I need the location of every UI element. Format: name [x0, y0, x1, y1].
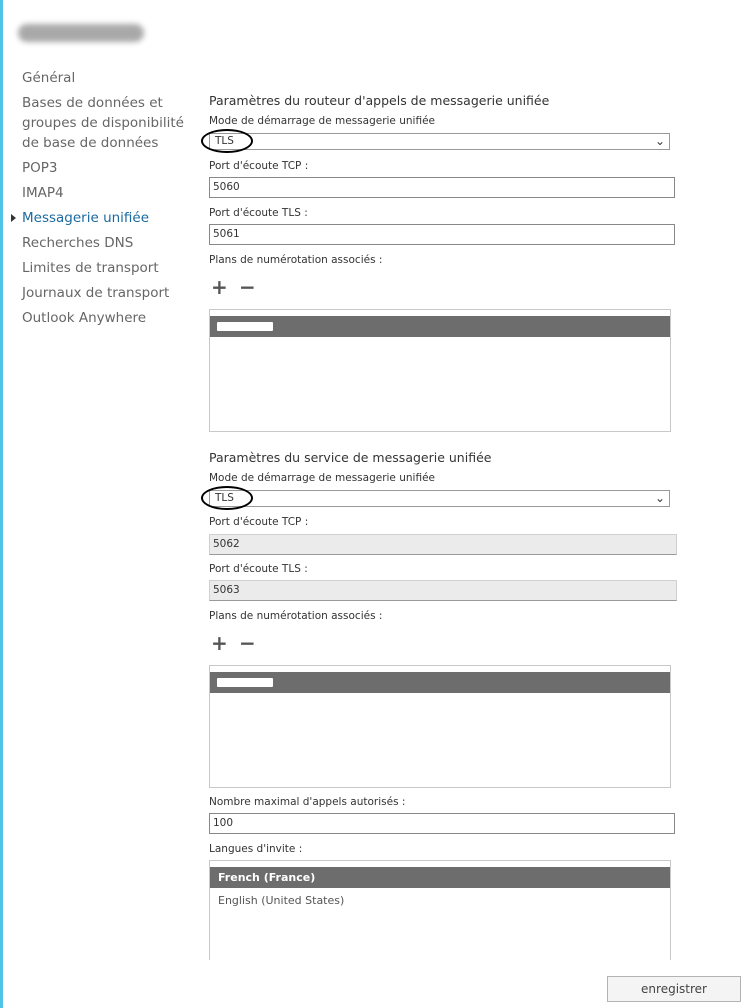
chevron-down-icon: ⌄ — [654, 491, 665, 505]
service-section-title: Paramètres du service de messagerie unifiée — [209, 450, 492, 465]
chevron-down-icon: ⌄ — [654, 134, 665, 148]
nav-item-label: Messagerie unifiée — [22, 210, 150, 226]
router-dial-plans-label: Plans de numérotation associés : — [209, 254, 383, 266]
list-item[interactable] — [210, 672, 670, 693]
router-tcp-port-label: Port d'écoute TCP : — [209, 160, 309, 172]
nav-item-general[interactable]: Général — [22, 70, 76, 86]
service-dial-plans-list[interactable] — [209, 665, 671, 788]
nav-item-pop3[interactable]: POP3 — [22, 160, 58, 176]
service-startup-mode-label: Mode de démarrage de messagerie unifiée — [209, 472, 435, 484]
nav-item-imap4[interactable]: IMAP4 — [22, 185, 64, 201]
nav-item-outlook-anywhere[interactable]: Outlook Anywhere — [22, 310, 147, 326]
plus-icon[interactable]: + — [211, 275, 228, 299]
nav-item-transport-logs[interactable]: Journaux de transport — [22, 285, 170, 301]
plus-icon[interactable]: + — [211, 631, 228, 655]
max-calls-label: Nombre maximal d'appels autorisés : — [209, 796, 406, 808]
prompt-languages-list[interactable] — [209, 860, 671, 960]
router-dial-plans-list[interactable] — [209, 309, 671, 432]
minus-icon[interactable]: − — [239, 275, 256, 299]
router-startup-mode-select[interactable] — [209, 133, 670, 150]
service-startup-mode-value: TLS — [215, 492, 234, 504]
nav-item-databases[interactable]: Bases de données et groupes de disponibilité de base de données — [22, 95, 184, 151]
triangle-right-icon — [11, 214, 16, 222]
service-tcp-port-label: Port d'écoute TCP : — [209, 516, 309, 528]
prompt-languages-label: Langues d'invite : — [209, 843, 303, 855]
save-button[interactable]: enregistrer — [607, 976, 741, 1002]
router-tcp-port-input[interactable]: 5060 — [209, 177, 675, 198]
router-startup-mode-value: TLS — [215, 135, 234, 147]
service-dial-plans-label: Plans de numérotation associés : — [209, 610, 383, 622]
sidebar-nav — [22, 68, 197, 333]
router-section-title: Paramètres du routeur d'appels de messagerie unifiée — [209, 93, 550, 108]
list-item[interactable] — [210, 316, 670, 337]
service-tcp-port-input: 5062 — [209, 534, 677, 555]
list-item[interactable]: French (France) — [210, 867, 670, 888]
window-left-edge — [0, 0, 3, 1008]
redacted-server-name — [18, 24, 144, 42]
nav-item-dns-lookups[interactable]: Recherches DNS — [22, 235, 134, 251]
router-tls-port-input[interactable]: 5061 — [209, 224, 675, 245]
max-calls-input[interactable]: 100 — [209, 813, 675, 834]
redacted-dial-plan — [217, 678, 273, 687]
router-startup-mode-label: Mode de démarrage de messagerie unifiée — [209, 115, 435, 127]
router-tls-port-label: Port d'écoute TLS : — [209, 207, 308, 219]
nav-item-unified-messaging[interactable] — [22, 208, 197, 228]
service-tls-port-input: 5063 — [209, 580, 677, 601]
service-tls-port-label: Port d'écoute TLS : — [209, 563, 308, 575]
minus-icon[interactable]: − — [239, 631, 256, 655]
service-startup-mode-select[interactable] — [209, 490, 670, 507]
nav-item-transport-limits[interactable]: Limites de transport — [22, 260, 159, 276]
redacted-dial-plan — [217, 322, 273, 331]
list-item[interactable]: English (United States) — [218, 894, 345, 907]
